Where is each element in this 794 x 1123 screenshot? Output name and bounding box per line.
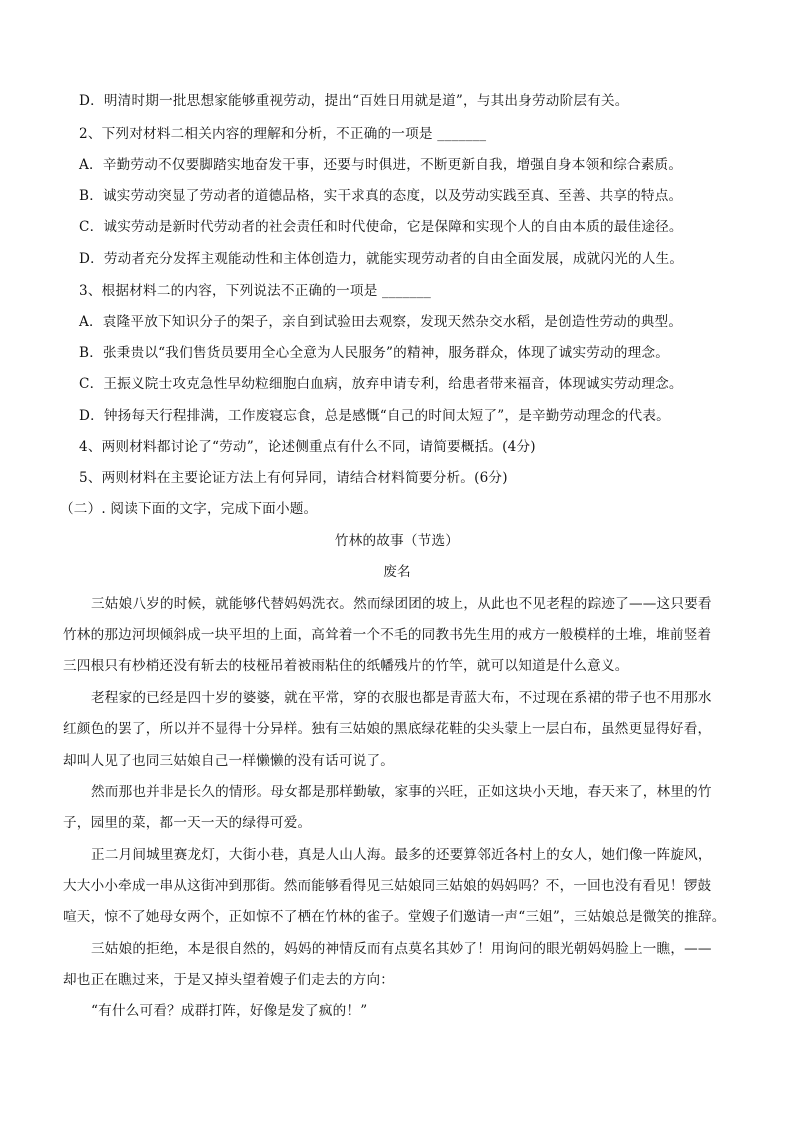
question-3-option-c: C．王振义院士攻克急性早幼粒细胞白血病，放弃申请专利，给患者带来福音，体现诚实劳动理念。: [79, 376, 683, 392]
paragraph-3-line-1: 然而那也并非是长久的情形。母女都是那样勤敏，家事的兴旺，正如这块小天地，春天来了，林里的竹: [91, 784, 712, 800]
section-two-heading: （二）. 阅读下面的文字，完成下面小题。: [60, 501, 318, 517]
question-2-stem: 2、下列对材料二相关内容的理解和分析，不正确的一项是 _______: [79, 126, 487, 142]
paragraph-4-line-2: 大大小小牵成一串从这街冲到那街。然而能够看得见三姑娘同三姑娘的妈妈吗？不，一回也没有看见！锣鼓: [63, 878, 712, 894]
paragraph-2-line-2: 红颜色的罢了，所以并不显得十分异样。独有三姑娘的黑底绿花鞋的尖头蒙上一层白布，虽然更显得好看，: [63, 721, 712, 737]
question-3-option-d: D．钟扬每天行程排满，工作废寝忘食，总是感慨“自己的时间太短了”，是辛勤劳动理念的代表。: [79, 408, 670, 424]
paragraph-4-line-3: 喧天，惊不了她母女两个，正如惊不了栖在竹林的雀子。堂嫂子们邀请一声“三姐”，三姑娘总是微笑的推辞。: [63, 909, 726, 925]
paragraph-1-line-3: 三四根只有杪梢还没有斩去的枝桠吊着被雨粘住的纸幡残片的竹竿，就可以知道是什么意义。: [63, 658, 629, 674]
question-4-stem: 4、两则材料都讨论了“劳动”，论述侧重点有什么不同，请简要概括。(4分): [79, 439, 536, 455]
passage-author: 废名: [383, 564, 411, 580]
paragraph-5-line-2: 却也正在瞧过来，于是又掉头望着嫂子们走去的方向：: [63, 972, 395, 988]
question-3-option-a: A．袁隆平放下知识分子的架子，亲自到试验田去观察，发现天然杂交水稻，是创造性劳动的典型。: [79, 314, 683, 330]
paragraph-2-line-3: 却叫人见了也同三姑娘自己一样懒懒的没有话可说了。: [63, 753, 395, 769]
paragraph-1-line-1: 三姑娘八岁的时候，就能够代替妈妈洗衣。然而绿团团的坡上，从此也不见老程的踪迹了——这只要看: [91, 596, 712, 612]
passage-title: 竹林的故事（节选）: [334, 533, 460, 549]
question-3-option-b: B．张秉贵以“我们售货员要用全心全意为人民服务”的精神，服务群众，体现了诚实劳动的理念。: [79, 345, 670, 361]
paragraph-3-line-2: 子，园里的菜，都一天一天的绿得可爱。: [63, 815, 312, 831]
paragraph-5-line-1: 三姑娘的拒绝，本是很自然的，妈妈的神情反而有点莫名其妙了！用询问的眼光朝妈妈脸上一瞧，——: [91, 941, 712, 957]
question-2-option-a: A．辛勤劳动不仅要脚踏实地奋发干事，还要与时俱进，不断更新自我，增强自身本领和综合素质。: [79, 157, 683, 173]
paragraph-2-line-1: 老程家的已经是四十岁的婆婆，就在平常，穿的衣服也都是青蓝大布，不过现在系裙的带子也不用那水: [91, 690, 712, 706]
question-3-stem: 3、根据材料二的内容，下列说法不正确的一项是 _______: [79, 283, 432, 299]
question-2-option-c: C．诚实劳动是新时代劳动者的社会责任和时代使命，它是保障和实现个人的自由本质的最佳途径。: [79, 219, 683, 235]
question-5-stem: 5、两则材料在主要论证方法上有何异同，请结合材料简要分析。(6分): [79, 470, 508, 486]
paragraph-1-line-2: 竹林的那边河坝倾斜成一块平坦的上面，高耸着一个不毛的同教书先生用的戒方一般模样的土堆，堆前竖着: [63, 627, 712, 643]
question-2-option-b: B．诚实劳动突显了劳动者的道德品格，实干求真的态度，以及劳动实践至真、至善、共享的特点。: [79, 188, 683, 204]
question-2-option-d: D．劳动者充分发挥主观能动性和主体创造力，就能实现劳动者的自由全面发展，成就闪光的人生。: [79, 251, 684, 267]
paragraph-4-line-1: 正二月间城里赛龙灯，大街小巷，真是人山人海。最多的还要算邻近各村上的女人，她们像一阵旋风，: [91, 847, 712, 863]
question-1-option-d: D．明清时期一批思想家能够重视劳动，提出“百姓日用就是道”，与其出身劳动阶层有关。: [79, 93, 629, 109]
dialogue-quote: “有什么可看？成群打阵，好像是发了疯的！”: [91, 1003, 368, 1019]
